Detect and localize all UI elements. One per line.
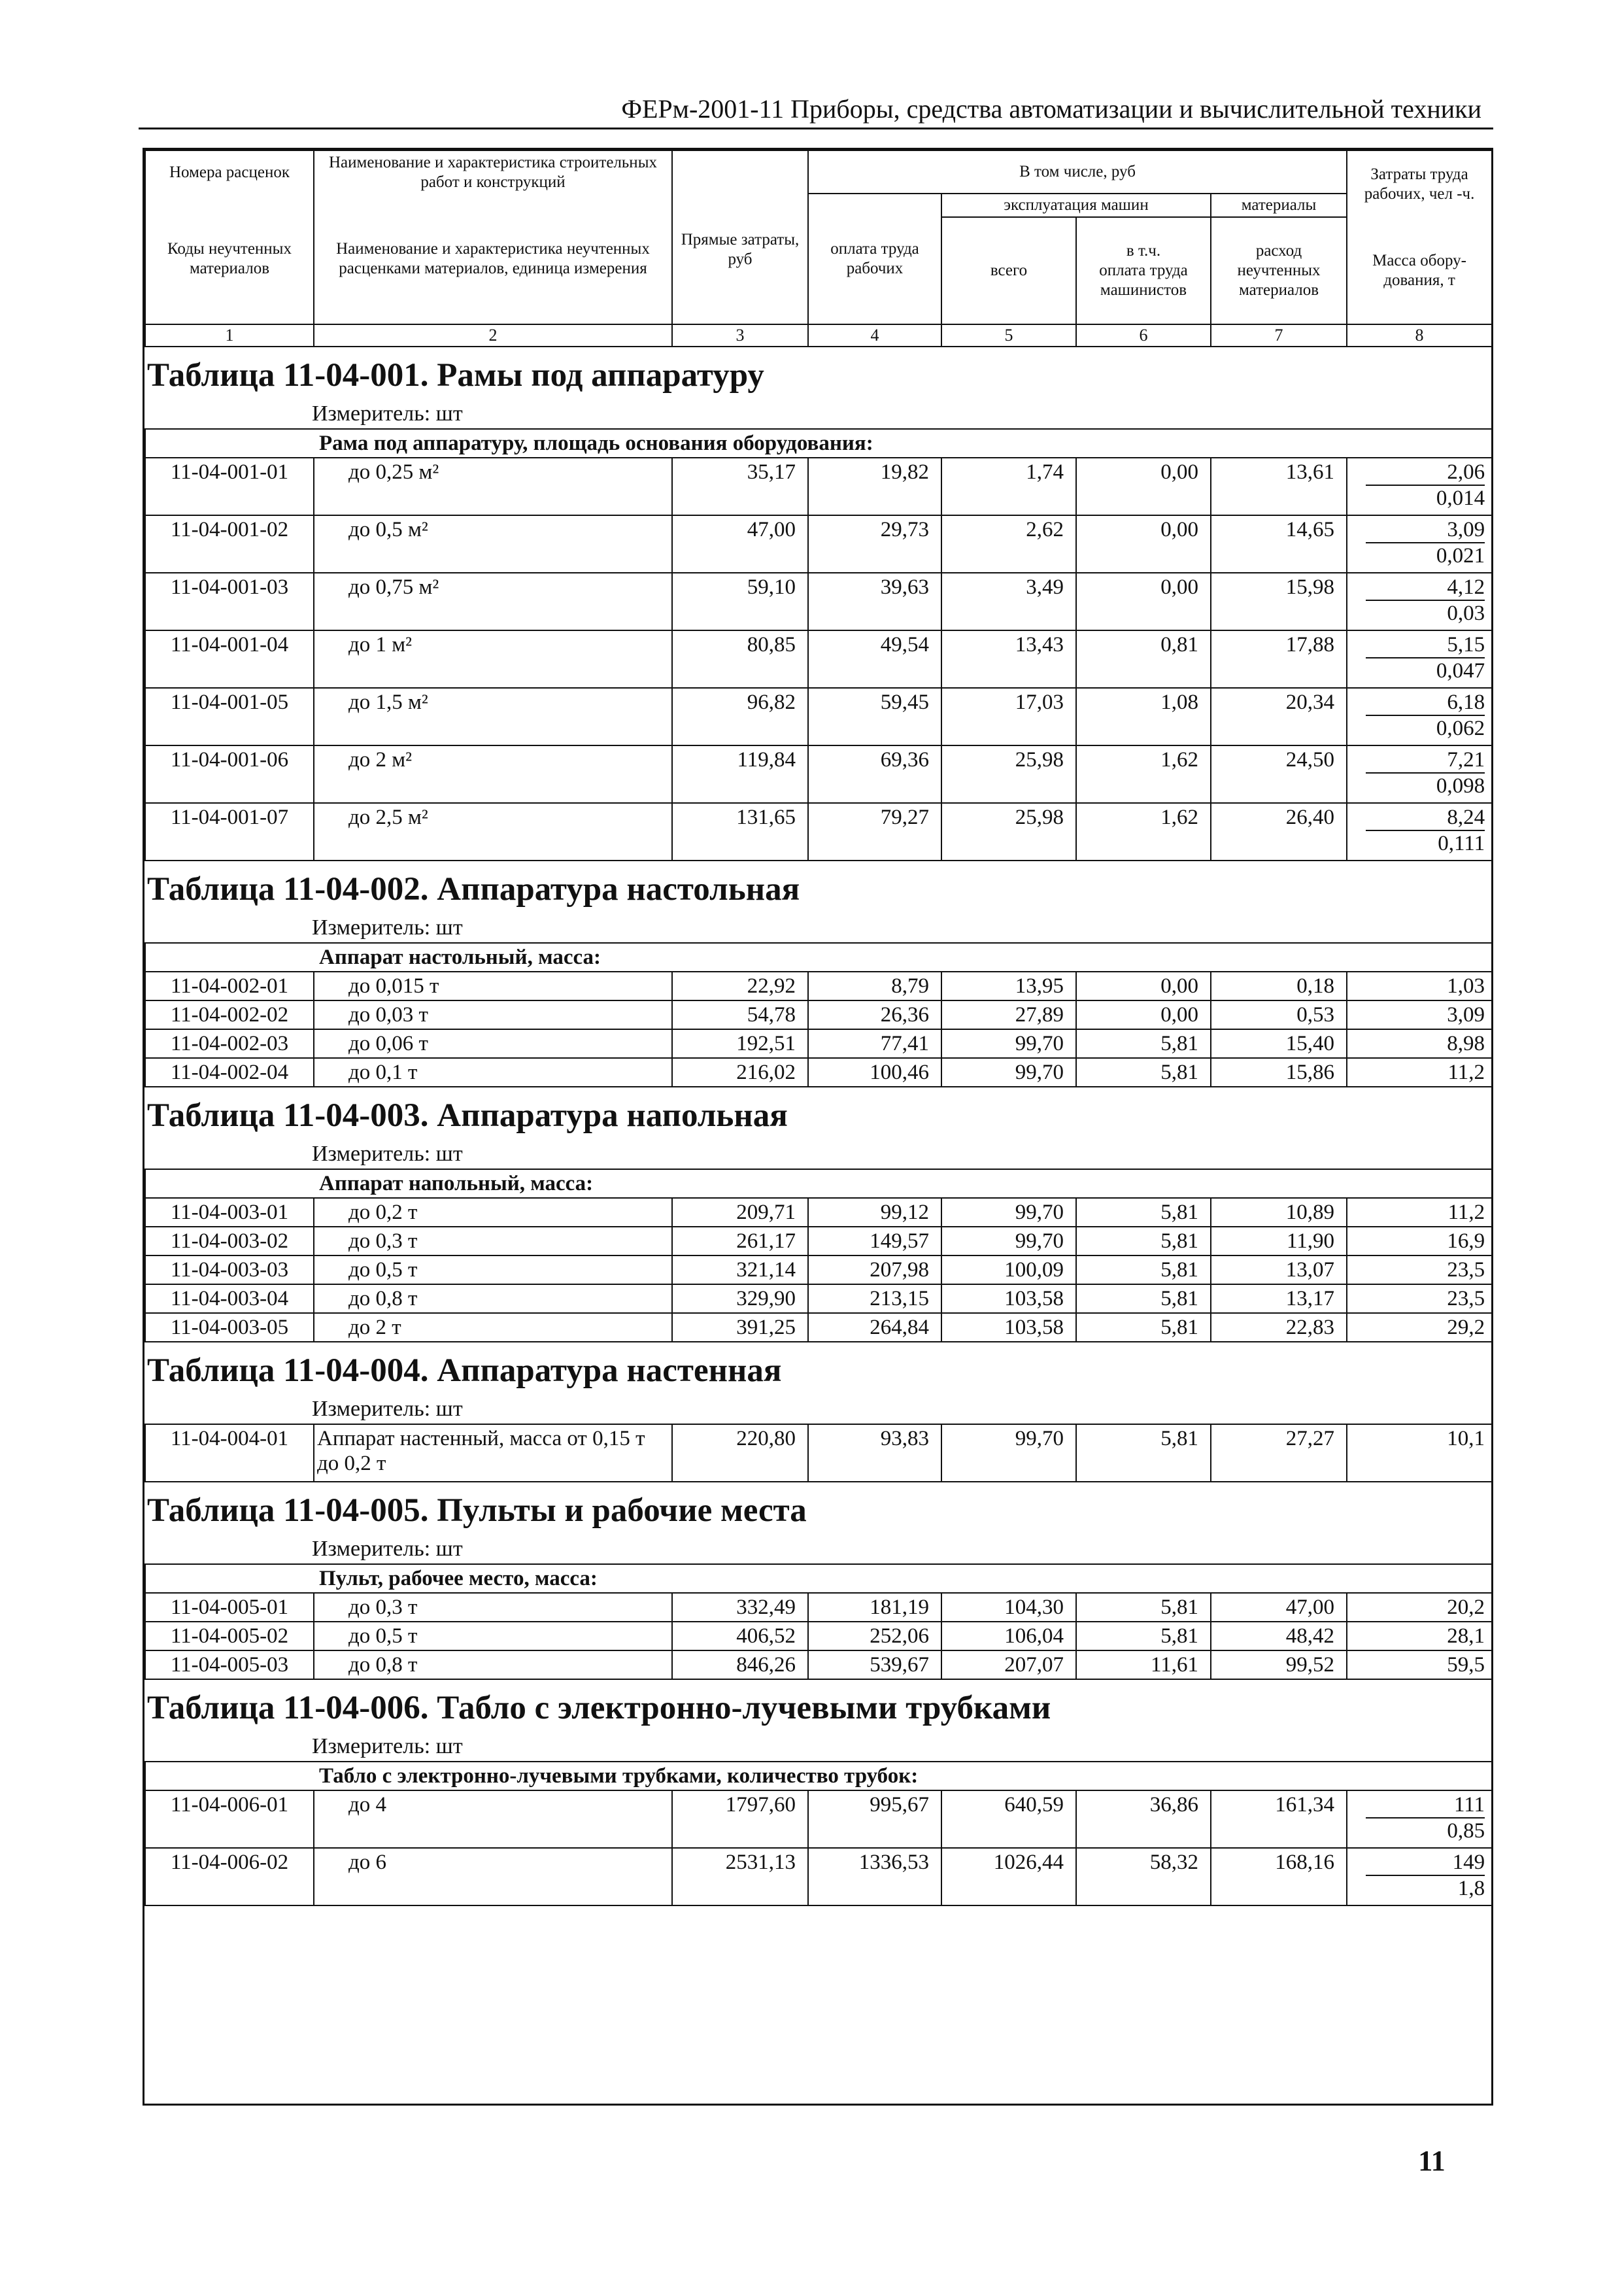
rate-table-section bbox=[144, 861, 1491, 1087]
column-header-table bbox=[144, 150, 1493, 347]
machine-cost: 99,70 bbox=[941, 1424, 1076, 1482]
work-name: до 0,3 т bbox=[314, 1227, 672, 1255]
work-name: до 0,8 т bbox=[314, 1650, 672, 1679]
rate-code: 11-04-001-02 bbox=[145, 515, 314, 573]
column-number: 7 bbox=[1211, 324, 1347, 347]
machine-cost: 27,89 bbox=[941, 1000, 1076, 1029]
labor-cost: 26,36 bbox=[808, 1000, 941, 1029]
rate-table-section bbox=[144, 1342, 1491, 1482]
material-cost: 168,16 bbox=[1211, 1848, 1347, 1905]
labor-hours-cell: 11,2 bbox=[1347, 1058, 1492, 1087]
group-row-blank bbox=[145, 1564, 314, 1593]
table-row bbox=[145, 573, 1492, 630]
table-row bbox=[145, 1650, 1492, 1679]
col6-label: оплата труда машинистов bbox=[1099, 262, 1188, 299]
labor-hours-cell: 29,2 bbox=[1347, 1313, 1492, 1342]
machine-cost: 1026,44 bbox=[941, 1848, 1076, 1905]
labor-cost: 59,45 bbox=[808, 688, 941, 745]
rate-table bbox=[144, 1563, 1493, 1680]
material-cost: 22,83 bbox=[1211, 1313, 1347, 1342]
rate-code: 11-04-003-02 bbox=[145, 1227, 314, 1255]
rate-code: 11-04-002-02 bbox=[145, 1000, 314, 1029]
work-name: до 2 т bbox=[314, 1313, 672, 1342]
labor-hours: 6,18 bbox=[1366, 690, 1485, 716]
col5-label: всего bbox=[990, 262, 1028, 279]
column-number-row bbox=[145, 324, 1492, 347]
machine-cost: 99,70 bbox=[941, 1029, 1076, 1058]
col7-label: расход неучтенных материалов bbox=[1237, 242, 1321, 299]
material-cost: 14,65 bbox=[1211, 515, 1347, 573]
labor-hours-cell: 3,09 bbox=[1347, 1000, 1492, 1029]
work-name: до 0,5 м² bbox=[314, 515, 672, 573]
running-header: ФЕРм-2001-11 Приборы, средства автоматизации и вычислительной техники bbox=[139, 93, 1493, 129]
labor-cost: 995,67 bbox=[808, 1790, 941, 1848]
labor-cost: 79,27 bbox=[808, 803, 941, 861]
rate-code: 11-04-001-06 bbox=[145, 745, 314, 803]
rate-code: 11-04-002-03 bbox=[145, 1029, 314, 1058]
group-row bbox=[145, 1564, 1492, 1593]
table-row bbox=[145, 1593, 1492, 1622]
table-row bbox=[145, 1058, 1492, 1087]
col3-label: Прямые затраты, руб bbox=[681, 231, 800, 268]
rate-code: 11-04-001-03 bbox=[145, 573, 314, 630]
rate-code: 11-04-003-05 bbox=[145, 1313, 314, 1342]
col4-label: оплата труда рабочих bbox=[830, 240, 919, 277]
including-label: В том числе, руб bbox=[1019, 163, 1136, 180]
direct-cost: 220,80 bbox=[672, 1424, 808, 1482]
operator-cost: 5,81 bbox=[1076, 1284, 1211, 1313]
table-row bbox=[145, 1029, 1492, 1058]
machine-cost: 13,43 bbox=[941, 630, 1076, 688]
equipment-mass: 0,098 bbox=[1436, 774, 1485, 798]
equipment-mass: 1,8 bbox=[1457, 1877, 1485, 1900]
operator-cost: 5,81 bbox=[1076, 1622, 1211, 1650]
labor-cost: 8,79 bbox=[808, 972, 941, 1000]
material-cost: 24,50 bbox=[1211, 745, 1347, 803]
labor-cost: 539,67 bbox=[808, 1650, 941, 1679]
rate-code: 11-04-001-04 bbox=[145, 630, 314, 688]
operator-cost: 0,00 bbox=[1076, 1000, 1211, 1029]
direct-cost: 131,65 bbox=[672, 803, 808, 861]
equipment-mass: 0,014 bbox=[1436, 487, 1485, 510]
work-name: Аппарат настенный, масса от 0,15 т до 0,2 т bbox=[314, 1424, 672, 1482]
col1-bottom-label: Коды неучтенных материалов bbox=[167, 239, 292, 277]
direct-cost: 96,82 bbox=[672, 688, 808, 745]
machine-cost: 104,30 bbox=[941, 1593, 1076, 1622]
material-cost: 17,88 bbox=[1211, 630, 1347, 688]
material-cost: 0,53 bbox=[1211, 1000, 1347, 1029]
machine-cost: 99,70 bbox=[941, 1227, 1076, 1255]
column-number: 2 bbox=[314, 324, 672, 347]
material-cost: 10,89 bbox=[1211, 1198, 1347, 1227]
table-row bbox=[145, 1622, 1492, 1650]
work-name: до 0,06 т bbox=[314, 1029, 672, 1058]
table-row bbox=[145, 1284, 1492, 1313]
table-row bbox=[145, 1198, 1492, 1227]
labor-cost: 77,41 bbox=[808, 1029, 941, 1058]
rate-table bbox=[144, 428, 1493, 861]
operator-cost: 1,08 bbox=[1076, 688, 1211, 745]
col2-bottom-label: Наименование и характеристика неучтенных расценками материалов, единица измерения bbox=[336, 239, 650, 277]
direct-cost: 59,10 bbox=[672, 573, 808, 630]
direct-cost: 216,02 bbox=[672, 1058, 808, 1087]
material-cost: 13,61 bbox=[1211, 458, 1347, 515]
measurement-unit: Измеритель: шт bbox=[312, 1734, 463, 1758]
labor-cost: 252,06 bbox=[808, 1622, 941, 1650]
labor-hours-cell bbox=[1347, 1848, 1492, 1905]
labor-hours-cell bbox=[1347, 630, 1492, 688]
labor-cost: 181,19 bbox=[808, 1593, 941, 1622]
labor-cost: 29,73 bbox=[808, 515, 941, 573]
column-number: 3 bbox=[672, 324, 808, 347]
direct-cost: 332,49 bbox=[672, 1593, 808, 1622]
machine-cost: 25,98 bbox=[941, 803, 1076, 861]
rate-table bbox=[144, 1424, 1493, 1482]
section-title: Таблица 11-04-005. Пульты и рабочие места bbox=[147, 1492, 807, 1529]
column-number: 6 bbox=[1076, 324, 1211, 347]
machines-label: эксплуатация машин bbox=[1004, 196, 1149, 214]
machine-cost: 106,04 bbox=[941, 1622, 1076, 1650]
labor-hours-cell: 23,5 bbox=[1347, 1284, 1492, 1313]
measurement-unit: Измеритель: шт bbox=[312, 1397, 463, 1421]
group-row bbox=[145, 1762, 1492, 1790]
column-number: 5 bbox=[941, 324, 1076, 347]
material-cost: 26,40 bbox=[1211, 803, 1347, 861]
rate-code: 11-04-001-01 bbox=[145, 458, 314, 515]
col8-top-label: Затраты труда рабочих, чел -ч. bbox=[1364, 165, 1475, 203]
work-name: до 0,015 т bbox=[314, 972, 672, 1000]
labor-cost: 39,63 bbox=[808, 573, 941, 630]
rate-code: 11-04-005-03 bbox=[145, 1650, 314, 1679]
rate-code: 11-04-001-07 bbox=[145, 803, 314, 861]
direct-cost: 35,17 bbox=[672, 458, 808, 515]
equipment-mass: 0,047 bbox=[1436, 659, 1485, 683]
labor-hours: 8,24 bbox=[1366, 805, 1485, 831]
table-row bbox=[145, 745, 1492, 803]
machine-cost: 13,95 bbox=[941, 972, 1076, 1000]
operator-cost: 1,62 bbox=[1076, 803, 1211, 861]
work-name: до 0,8 т bbox=[314, 1284, 672, 1313]
machine-cost: 207,07 bbox=[941, 1650, 1076, 1679]
labor-hours: 111 bbox=[1366, 1792, 1485, 1819]
work-name: до 0,5 т bbox=[314, 1255, 672, 1284]
table-row bbox=[145, 458, 1492, 515]
direct-cost: 47,00 bbox=[672, 515, 808, 573]
equipment-mass: 0,85 bbox=[1447, 1819, 1485, 1843]
operator-cost: 5,81 bbox=[1076, 1313, 1211, 1342]
group-heading: Пульт, рабочее место, масса: bbox=[314, 1564, 1492, 1593]
table-row bbox=[145, 1227, 1492, 1255]
group-row bbox=[145, 943, 1492, 972]
rate-table-section bbox=[144, 1680, 1491, 1906]
work-name: до 0,75 м² bbox=[314, 573, 672, 630]
operator-cost: 5,81 bbox=[1076, 1227, 1211, 1255]
material-cost: 161,34 bbox=[1211, 1790, 1347, 1848]
col8-bottom-label: Масса обору-дования, т bbox=[1372, 251, 1466, 289]
table-row bbox=[145, 1790, 1492, 1848]
rate-code: 11-04-004-01 bbox=[145, 1424, 314, 1482]
labor-cost: 100,46 bbox=[808, 1058, 941, 1087]
work-name: до 0,1 т bbox=[314, 1058, 672, 1087]
rate-table bbox=[144, 1761, 1493, 1906]
material-cost: 15,98 bbox=[1211, 573, 1347, 630]
group-row-blank bbox=[145, 943, 314, 972]
labor-hours-cell: 8,98 bbox=[1347, 1029, 1492, 1058]
labor-cost: 149,57 bbox=[808, 1227, 941, 1255]
labor-cost: 207,98 bbox=[808, 1255, 941, 1284]
direct-cost: 192,51 bbox=[672, 1029, 808, 1058]
labor-hours-cell: 20,2 bbox=[1347, 1593, 1492, 1622]
labor-hours-cell bbox=[1347, 515, 1492, 573]
rates-document bbox=[143, 148, 1493, 2106]
operator-cost: 0,00 bbox=[1076, 573, 1211, 630]
rate-code: 11-04-005-01 bbox=[145, 1593, 314, 1622]
machine-cost: 17,03 bbox=[941, 688, 1076, 745]
machine-cost: 1,74 bbox=[941, 458, 1076, 515]
equipment-mass: 0,03 bbox=[1447, 602, 1485, 625]
equipment-mass: 0,021 bbox=[1436, 544, 1485, 568]
rate-tables bbox=[144, 347, 1491, 1906]
material-cost: 99,52 bbox=[1211, 1650, 1347, 1679]
direct-cost: 321,14 bbox=[672, 1255, 808, 1284]
direct-cost: 261,17 bbox=[672, 1227, 808, 1255]
rate-table bbox=[144, 1169, 1493, 1342]
rate-code: 11-04-001-05 bbox=[145, 688, 314, 745]
work-name: до 0,03 т bbox=[314, 1000, 672, 1029]
group-row-blank bbox=[145, 429, 314, 458]
column-number: 1 bbox=[145, 324, 314, 347]
rate-table-section bbox=[144, 1087, 1491, 1342]
machine-cost: 103,58 bbox=[941, 1284, 1076, 1313]
group-heading: Аппарат настольный, масса: bbox=[314, 943, 1492, 972]
material-cost: 27,27 bbox=[1211, 1424, 1347, 1482]
table-row bbox=[145, 1848, 1492, 1905]
table-row bbox=[145, 972, 1492, 1000]
group-row-blank bbox=[145, 1169, 314, 1198]
table-row bbox=[145, 630, 1492, 688]
table-row bbox=[145, 1424, 1492, 1482]
operator-cost: 1,62 bbox=[1076, 745, 1211, 803]
labor-hours-cell bbox=[1347, 1790, 1492, 1848]
material-cost: 20,34 bbox=[1211, 688, 1347, 745]
table-row bbox=[145, 688, 1492, 745]
work-name: до 4 bbox=[314, 1790, 672, 1848]
rate-code: 11-04-005-02 bbox=[145, 1622, 314, 1650]
labor-hours: 5,15 bbox=[1366, 632, 1485, 658]
work-name: до 0,5 т bbox=[314, 1622, 672, 1650]
group-row bbox=[145, 429, 1492, 458]
labor-cost: 99,12 bbox=[808, 1198, 941, 1227]
operator-cost: 5,81 bbox=[1076, 1593, 1211, 1622]
labor-cost: 69,36 bbox=[808, 745, 941, 803]
measurement-unit: Измеритель: шт bbox=[312, 1537, 463, 1561]
rate-table-section bbox=[144, 1482, 1491, 1680]
rate-code: 11-04-003-01 bbox=[145, 1198, 314, 1227]
labor-cost: 1336,53 bbox=[808, 1848, 941, 1905]
operator-cost: 5,81 bbox=[1076, 1255, 1211, 1284]
labor-hours-cell bbox=[1347, 458, 1492, 515]
section-title: Таблица 11-04-004. Аппаратура настенная bbox=[147, 1352, 782, 1389]
direct-cost: 22,92 bbox=[672, 972, 808, 1000]
material-cost: 13,17 bbox=[1211, 1284, 1347, 1313]
work-name: до 0,25 м² bbox=[314, 458, 672, 515]
direct-cost: 119,84 bbox=[672, 745, 808, 803]
labor-hours-cell: 59,5 bbox=[1347, 1650, 1492, 1679]
labor-hours: 7,21 bbox=[1366, 747, 1485, 774]
measurement-unit: Измеритель: шт bbox=[312, 1142, 463, 1166]
direct-cost: 329,90 bbox=[672, 1284, 808, 1313]
rate-code: 11-04-003-04 bbox=[145, 1284, 314, 1313]
group-heading: Рама под аппаратуру, площадь основания оборудования: bbox=[314, 429, 1492, 458]
direct-cost: 80,85 bbox=[672, 630, 808, 688]
work-name: до 0,3 т bbox=[314, 1593, 672, 1622]
labor-hours-cell: 11,2 bbox=[1347, 1198, 1492, 1227]
work-name: до 2,5 м² bbox=[314, 803, 672, 861]
rate-table bbox=[144, 942, 1493, 1087]
labor-cost: 264,84 bbox=[808, 1313, 941, 1342]
work-name: до 0,2 т bbox=[314, 1198, 672, 1227]
page-number: 11 bbox=[1418, 2145, 1446, 2177]
labor-cost: 19,82 bbox=[808, 458, 941, 515]
labor-hours-cell bbox=[1347, 803, 1492, 861]
group-heading: Табло с электронно-лучевыми трубками, количество трубок: bbox=[314, 1762, 1492, 1790]
material-cost: 15,86 bbox=[1211, 1058, 1347, 1087]
col6-prefix: в т.ч. bbox=[1126, 242, 1161, 260]
operator-cost: 0,00 bbox=[1076, 515, 1211, 573]
material-cost: 48,42 bbox=[1211, 1622, 1347, 1650]
direct-cost: 1797,60 bbox=[672, 1790, 808, 1848]
table-row bbox=[145, 515, 1492, 573]
operator-cost: 5,81 bbox=[1076, 1058, 1211, 1087]
group-heading: Аппарат напольный, масса: bbox=[314, 1169, 1492, 1198]
section-title: Таблица 11-04-003. Аппаратура напольная bbox=[147, 1097, 788, 1134]
rate-code: 11-04-006-02 bbox=[145, 1848, 314, 1905]
work-name: до 6 bbox=[314, 1848, 672, 1905]
table-row bbox=[145, 803, 1492, 861]
machine-cost: 99,70 bbox=[941, 1058, 1076, 1087]
labor-hours: 149 bbox=[1366, 1850, 1485, 1876]
machine-cost: 640,59 bbox=[941, 1790, 1076, 1848]
rate-code: 11-04-006-01 bbox=[145, 1790, 314, 1848]
material-cost: 11,90 bbox=[1211, 1227, 1347, 1255]
labor-hours-cell: 28,1 bbox=[1347, 1622, 1492, 1650]
machine-cost: 25,98 bbox=[941, 745, 1076, 803]
machine-cost: 3,49 bbox=[941, 573, 1076, 630]
labor-hours-cell: 16,9 bbox=[1347, 1227, 1492, 1255]
table-row bbox=[145, 1000, 1492, 1029]
machine-cost: 99,70 bbox=[941, 1198, 1076, 1227]
material-cost: 0,18 bbox=[1211, 972, 1347, 1000]
labor-cost: 49,54 bbox=[808, 630, 941, 688]
machine-cost: 100,09 bbox=[941, 1255, 1076, 1284]
labor-hours: 2,06 bbox=[1366, 460, 1485, 486]
direct-cost: 54,78 bbox=[672, 1000, 808, 1029]
rate-code: 11-04-003-03 bbox=[145, 1255, 314, 1284]
labor-hours-cell bbox=[1347, 745, 1492, 803]
work-name: до 1,5 м² bbox=[314, 688, 672, 745]
direct-cost: 209,71 bbox=[672, 1198, 808, 1227]
column-number: 8 bbox=[1347, 324, 1492, 347]
direct-cost: 391,25 bbox=[672, 1313, 808, 1342]
operator-cost: 36,86 bbox=[1076, 1790, 1211, 1848]
equipment-mass: 0,111 bbox=[1438, 832, 1485, 855]
operator-cost: 0,00 bbox=[1076, 972, 1211, 1000]
direct-cost: 406,52 bbox=[672, 1622, 808, 1650]
material-cost: 13,07 bbox=[1211, 1255, 1347, 1284]
column-number: 4 bbox=[808, 324, 941, 347]
operator-cost: 11,61 bbox=[1076, 1650, 1211, 1679]
work-name: до 2 м² bbox=[314, 745, 672, 803]
table-row bbox=[145, 1255, 1492, 1284]
operator-cost: 5,81 bbox=[1076, 1424, 1211, 1482]
group-row-blank bbox=[145, 1762, 314, 1790]
labor-hours: 4,12 bbox=[1366, 575, 1485, 601]
operator-cost: 58,32 bbox=[1076, 1848, 1211, 1905]
section-title: Таблица 11-04-006. Табло с электронно-лучевыми трубками bbox=[147, 1690, 1051, 1726]
measurement-unit: Измеритель: шт bbox=[312, 915, 463, 940]
operator-cost: 0,81 bbox=[1076, 630, 1211, 688]
rate-code: 11-04-002-01 bbox=[145, 972, 314, 1000]
labor-hours-cell: 23,5 bbox=[1347, 1255, 1492, 1284]
col1-top-label: Номера расценок bbox=[169, 163, 290, 181]
work-name: до 1 м² bbox=[314, 630, 672, 688]
section-title: Таблица 11-04-001. Рамы под аппаратуру bbox=[147, 357, 764, 394]
rate-code: 11-04-002-04 bbox=[145, 1058, 314, 1087]
measurement-unit: Измеритель: шт bbox=[312, 401, 463, 426]
machine-cost: 2,62 bbox=[941, 515, 1076, 573]
labor-hours-cell bbox=[1347, 688, 1492, 745]
col2-top-label: Наименование и характеристика строительных работ и конструкций bbox=[328, 153, 657, 191]
equipment-mass: 0,062 bbox=[1436, 717, 1485, 740]
materials-label: материалы bbox=[1241, 196, 1317, 214]
labor-hours: 3,09 bbox=[1366, 517, 1485, 543]
material-cost: 47,00 bbox=[1211, 1593, 1347, 1622]
material-cost: 15,40 bbox=[1211, 1029, 1347, 1058]
labor-hours-cell: 10,1 bbox=[1347, 1424, 1492, 1482]
direct-cost: 2531,13 bbox=[672, 1848, 808, 1905]
direct-cost: 846,26 bbox=[672, 1650, 808, 1679]
operator-cost: 5,81 bbox=[1076, 1029, 1211, 1058]
labor-cost: 213,15 bbox=[808, 1284, 941, 1313]
operator-cost: 0,00 bbox=[1076, 458, 1211, 515]
section-title: Таблица 11-04-002. Аппаратура настольная bbox=[147, 871, 800, 908]
group-row bbox=[145, 1169, 1492, 1198]
labor-hours-cell bbox=[1347, 573, 1492, 630]
machine-cost: 103,58 bbox=[941, 1313, 1076, 1342]
labor-hours-cell: 1,03 bbox=[1347, 972, 1492, 1000]
labor-cost: 93,83 bbox=[808, 1424, 941, 1482]
table-row bbox=[145, 1313, 1492, 1342]
rate-table-section bbox=[144, 347, 1491, 861]
operator-cost: 5,81 bbox=[1076, 1198, 1211, 1227]
